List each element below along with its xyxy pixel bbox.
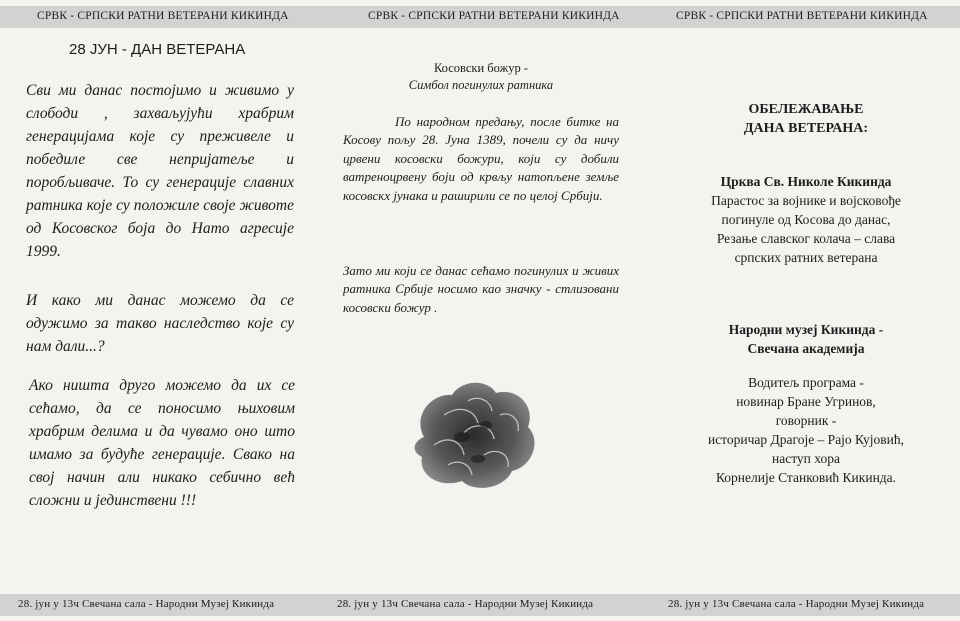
museum-line: наступ хора	[771, 451, 840, 466]
museum-line: Корнелије Станковић Кикинда.	[715, 470, 897, 485]
left-paragraph-3: Ако ништа друго можемо да их се сећамо, да се поносимо њиховим храбрим делима и да чувамо оно што имамо за будуће генерације. Свако на свој начин али никако себично већ сложни и јединствени !!!	[29, 377, 295, 509]
church-line: Резање славског колача – слава	[716, 231, 896, 246]
church-line: Парастос за војнике и војсковође	[711, 193, 901, 208]
museum-line: новинар Бране Угринов,	[736, 394, 876, 409]
peony-flower-image	[404, 375, 544, 495]
left-paragraph-1: Сви ми данас постојимо и живимо у слободи , захваљујући храбрим генерацијама које су преживеле и победиле све непријатеље и поробљиваче. То су генерације славних ратника које су положиле своје животе од Косовског боја до Нато агресије 1999.	[26, 82, 294, 260]
right-heading-line2: ДАНА ВЕТЕРАНА:	[743, 121, 869, 136]
middle-paragraph-2: Зато ми који се данас сећамо погинулих и живих ратника Србије носимо као значку - стлизовани косовски божур .	[343, 263, 619, 315]
header-label-middle: СРВК - СРПСКИ РАТНИ ВЕТЕРАНИ КИКИНДА	[368, 10, 620, 22]
footer-band	[0, 594, 960, 616]
middle-title-line2: Симбол погинулих ратника	[408, 78, 554, 92]
left-paragraph-2: И како ми данас можемо да се одужимо за такво наследство које су нам дали...?	[26, 292, 294, 355]
right-heading-line1: ОБЕЛЕЖАВАЊЕ	[748, 102, 864, 117]
museum-line: говорник -	[775, 413, 837, 428]
left-title: 28 ЈУН - ДАН ВЕТЕРАНА	[69, 41, 246, 58]
middle-title	[338, 60, 624, 94]
footer-label-right: 28. јун у 13ч Свечана сала - Народни Музеј Кикинда	[668, 598, 925, 610]
church-title: Црква Св. Николе Кикинда	[720, 174, 892, 189]
header-label-right: СРВК - СРПСКИ РАТНИ ВЕТЕРАНИ КИКИНДА	[676, 10, 928, 22]
header-label-left: СРВК - СРПСКИ РАТНИ ВЕТЕРАНИ КИКИНДА	[37, 10, 289, 22]
museum-title-line1: Народни музеј Кикинда -	[728, 322, 884, 337]
museum-line: историчар Драгоје – Рајо Кујовић,	[707, 432, 905, 447]
header-band	[0, 6, 960, 28]
middle-title-line1: Косовски божур -	[433, 61, 529, 75]
museum-title-line2: Свечана академија	[747, 341, 865, 356]
church-line: погинуле од Косова до данас,	[721, 212, 891, 227]
church-section	[670, 172, 942, 267]
right-heading	[670, 100, 942, 138]
museum-line: Водитељ програма -	[748, 375, 864, 390]
church-line: српских ратних ветерана	[734, 250, 878, 265]
footer-label-middle: 28. јун у 13ч Свечана сала - Народни Музеј Кикинда	[337, 598, 594, 610]
footer-label-left: 28. јун у 13ч Свечана сала - Народни Музеј Кикинда	[18, 598, 275, 610]
middle-paragraph-1: По народном предању, после битке на Косову пољу 28. Јуна 1389, почели су да ничу црвени косовски божури, који су добили ватреноцрвену боји од крвљу натопљене земље косовскх јунака и раширили се по целој Србији.	[343, 114, 619, 203]
museum-section	[670, 320, 942, 487]
